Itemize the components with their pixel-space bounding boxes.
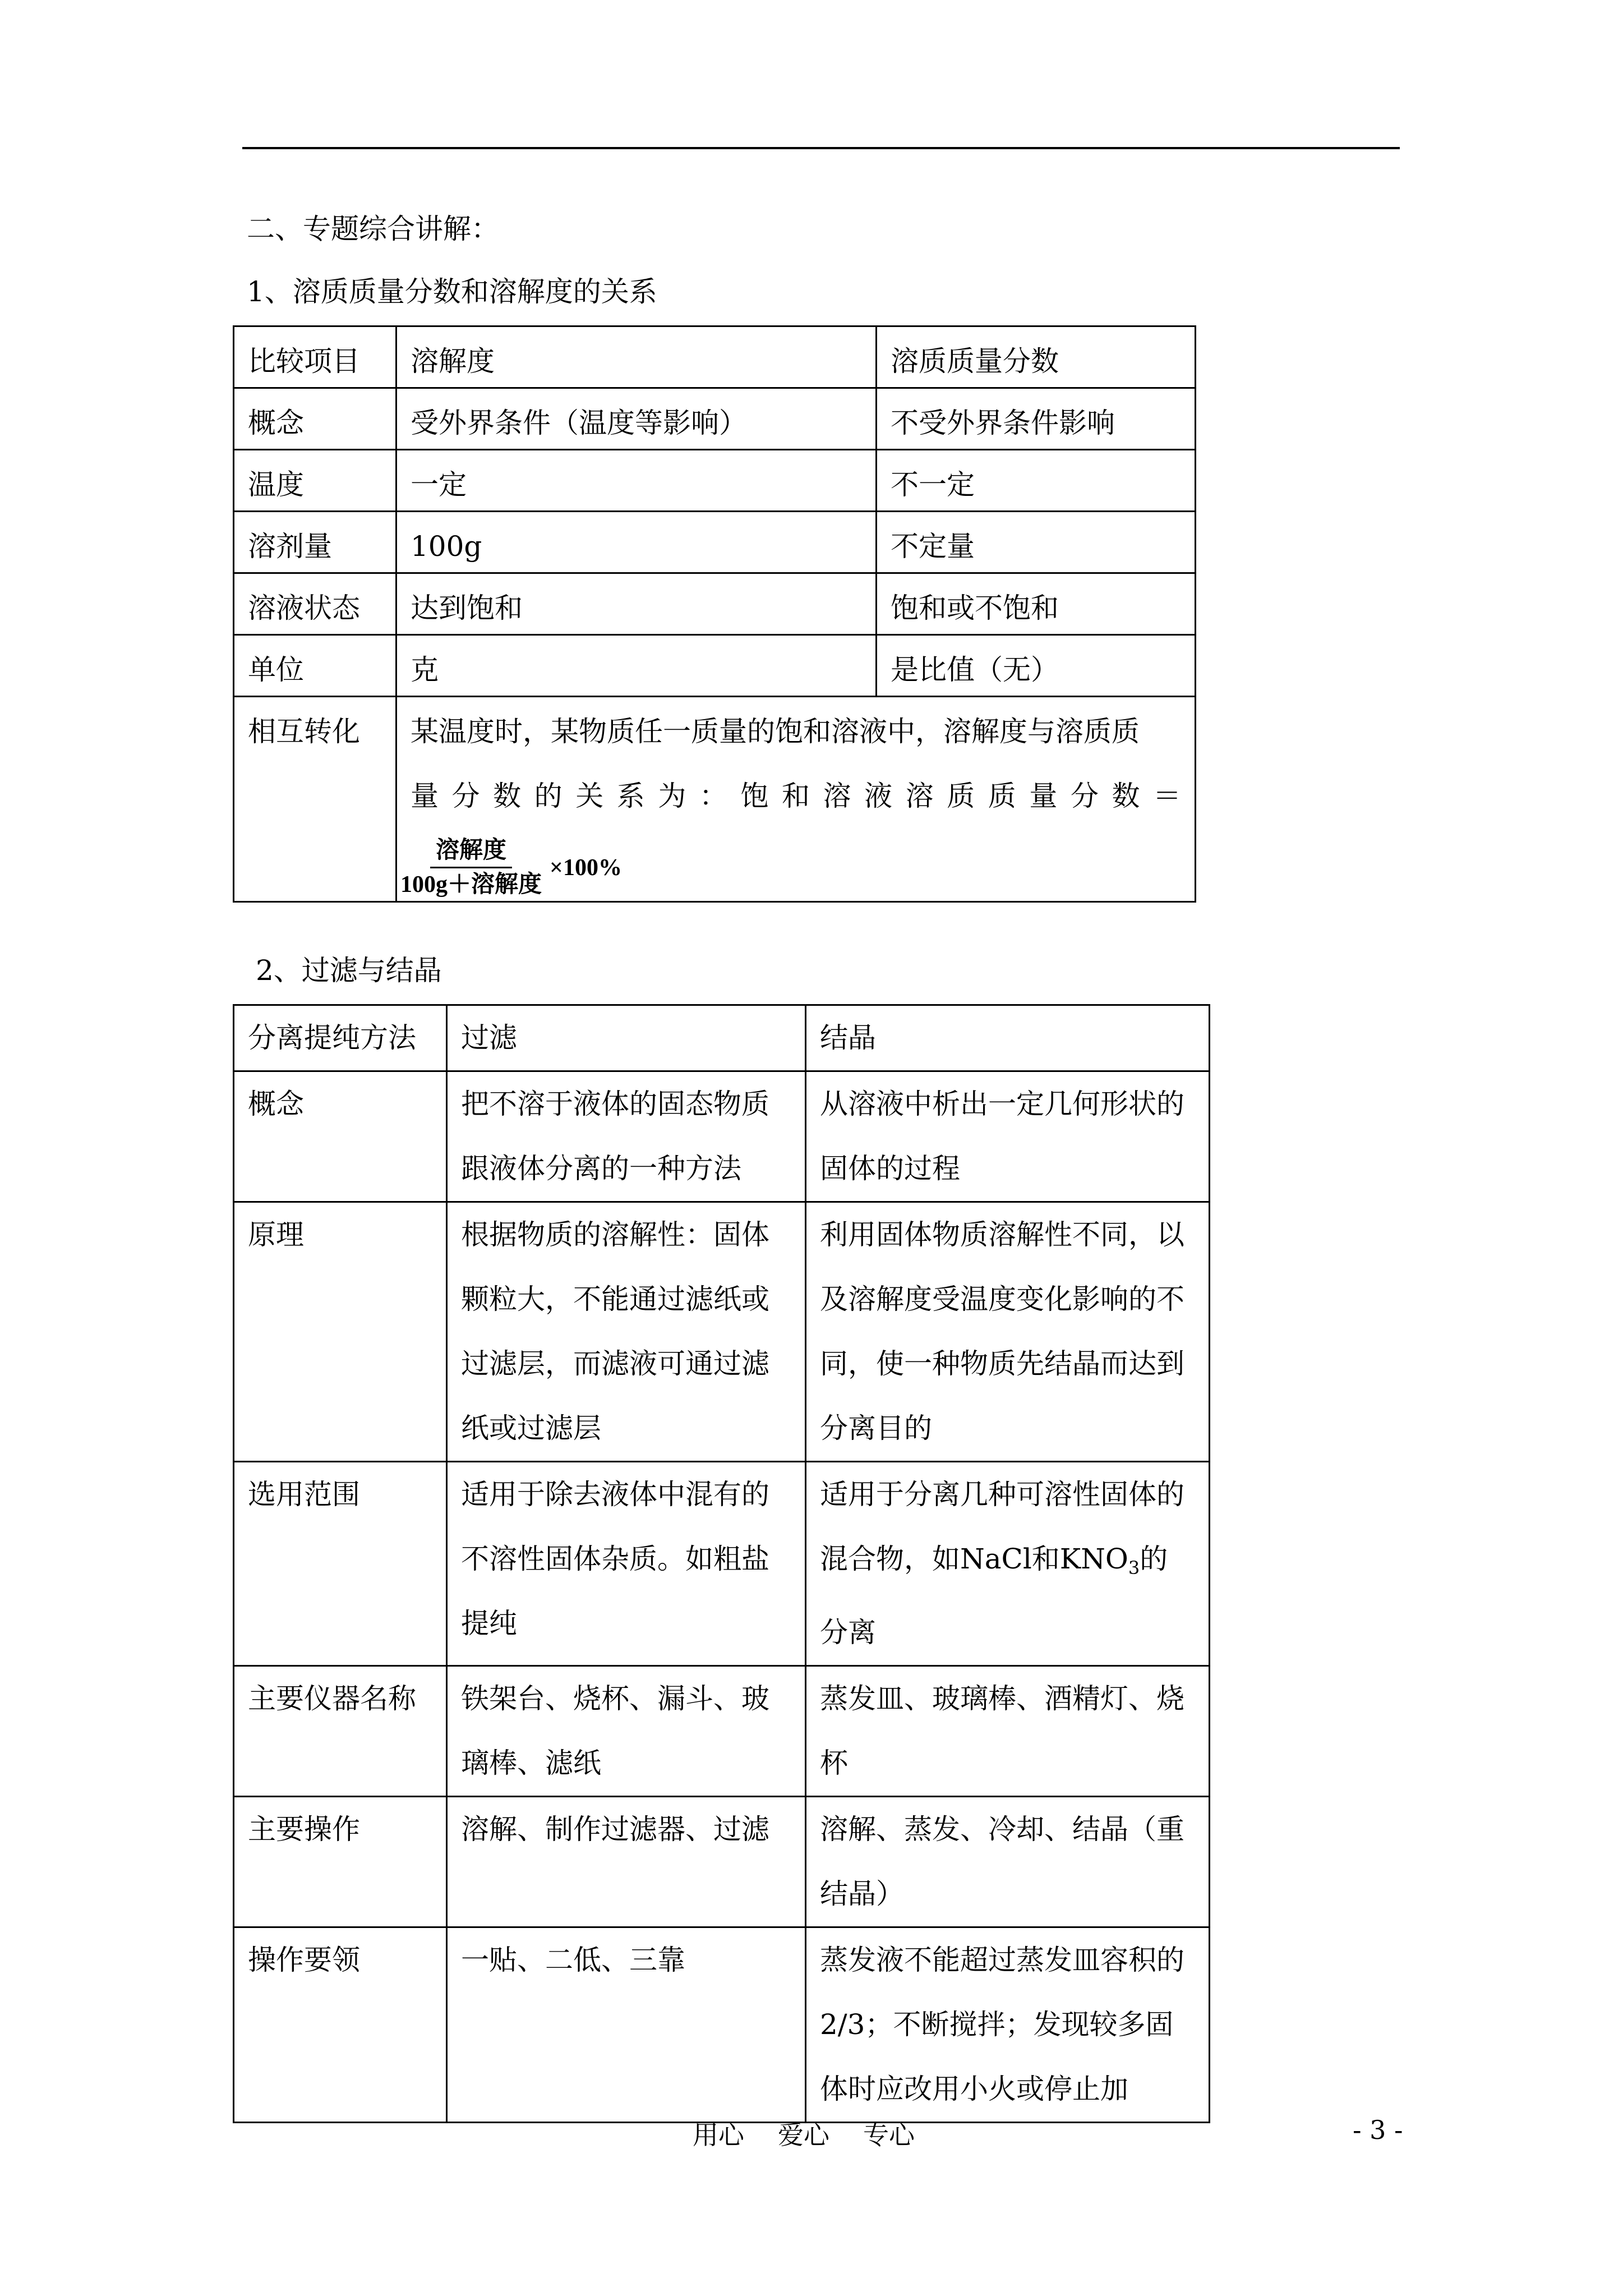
table-cell: 受外界条件（温度等影响） — [396, 388, 877, 450]
conversion-line: 某温度时，某物质任一质量的饱和溶液中，溶解度与溶质质 — [411, 715, 1140, 748]
table-cell: 从溶液中析出一定几何形状的固体的过程 — [806, 1071, 1210, 1202]
table-row — [234, 1797, 1210, 1927]
table-cell: 不定量 — [877, 512, 1196, 573]
table-cell: 100g — [396, 512, 877, 573]
footer-motto — [693, 2115, 948, 2152]
table-cell: 不一定 — [877, 450, 1196, 512]
footer-word: 专心 — [863, 2120, 915, 2150]
table-cell: 根据物质的溶解性：固体颗粒大，不能通过滤纸或过滤层，而滤液可通过滤纸或过滤层 — [447, 1202, 806, 1462]
table-cell: 是比值（无） — [877, 635, 1196, 697]
filtration-crystallization-table — [233, 1004, 1210, 2123]
kno3-text: 适用于分离几种可溶性固体的混合物，如NaCl和KNO — [820, 1478, 1184, 1575]
header-rule — [242, 147, 1400, 149]
table-cell: 溶解、蒸发、冷却、结晶（重结晶） — [806, 1797, 1210, 1927]
solubility-comparison-table — [233, 325, 1196, 903]
table-cell: 主要仪器名称 — [234, 1666, 447, 1797]
table-cell: 饱和或不饱和 — [877, 573, 1196, 635]
table-header-cell: 溶解度 — [396, 326, 877, 388]
table-row — [234, 635, 1196, 697]
table-cell-kno3 — [806, 1462, 1210, 1666]
table-cell: 一贴、二低、三靠 — [447, 1927, 806, 2123]
table-cell: 蒸发皿、玻璃棒、酒精灯、烧杯 — [806, 1666, 1210, 1797]
table-cell: 选用范围 — [234, 1462, 447, 1666]
section-title: 二、专题综合讲解： — [247, 213, 499, 245]
formula-denominator: 100g＋溶解度 — [400, 872, 542, 898]
table-cell: 概念 — [234, 388, 396, 450]
kno3-subscript: 3 — [1128, 1557, 1140, 1579]
part2-heading: 2、过滤与结晶 — [256, 954, 442, 987]
table-cell: 达到饱和 — [396, 573, 877, 635]
table-row — [234, 1927, 1210, 2123]
table-header-cell: 比较项目 — [234, 326, 396, 388]
table-row — [234, 512, 1196, 573]
table-cell: 溶剂量 — [234, 512, 396, 573]
table-cell: 把不溶于液体的固态物质跟液体分离的一种方法 — [447, 1071, 806, 1202]
table-header-cell: 结晶 — [806, 1005, 1210, 1071]
table-header-row — [234, 1005, 1210, 1071]
table-row — [234, 450, 1196, 512]
footer-word: 用心 — [693, 2120, 744, 2150]
table-cell: 不受外界条件影响 — [877, 388, 1196, 450]
table-cell: 一定 — [396, 450, 877, 512]
table-cell: 单位 — [234, 635, 396, 697]
table-cell: 克 — [396, 635, 877, 697]
table-cell: 主要操作 — [234, 1797, 447, 1927]
mass-fraction-formula — [397, 834, 622, 901]
table-cell: 概念 — [234, 1071, 447, 1202]
conversion-text — [411, 700, 1181, 829]
table-row — [234, 573, 1196, 635]
part1-heading: 1、溶质质量分数和溶解度的关系 — [247, 275, 657, 308]
formula-fraction — [397, 834, 545, 901]
table-header-cell: 过滤 — [447, 1005, 806, 1071]
table-cell: 原理 — [234, 1202, 447, 1462]
table-cell: 相互转化 — [234, 697, 396, 902]
table-header-cell: 溶质质量分数 — [877, 326, 1196, 388]
footer-word: 爱心 — [778, 2120, 829, 2150]
table-cell: 温度 — [234, 450, 396, 512]
conversion-line: 量分数的关系为：饱和溶液溶质质量分数＝ — [411, 780, 1181, 812]
table-cell: 铁架台、烧杯、漏斗、玻璃棒、滤纸 — [447, 1666, 806, 1797]
page-number: - 3 - — [1353, 2115, 1403, 2145]
table-cell: 蒸发液不能超过蒸发皿容积的2/3；不断搅拌；发现较多固体时应改用小火或停止加 — [806, 1927, 1210, 2123]
table-header-cell: 分离提纯方法 — [234, 1005, 447, 1071]
conversion-cell — [396, 697, 1196, 902]
table-row — [234, 1462, 1210, 1666]
kno3-suffix: 的分离 — [820, 1543, 1168, 1649]
table-cell: 适用于除去液体中混有的不溶性固体杂质。如粗盐提纯 — [447, 1462, 806, 1666]
table-row — [234, 388, 1196, 450]
table-cell: 利用固体物质溶解性不同，以及溶解度受温度变化影响的不同，使一种物质先结晶而达到分离目的 — [806, 1202, 1210, 1462]
table-row — [234, 1202, 1210, 1462]
table-cell: 溶解、制作过滤器、过滤 — [447, 1797, 806, 1927]
table-cell: 溶液状态 — [234, 573, 396, 635]
formula-numerator: 溶解度 — [430, 834, 512, 868]
table-header-row — [234, 326, 1196, 388]
table-row-conversion — [234, 697, 1196, 902]
table-row — [234, 1666, 1210, 1797]
formula-multiplier: ×100% — [550, 854, 622, 881]
table-cell: 操作要领 — [234, 1927, 447, 2123]
table-row — [234, 1071, 1210, 1202]
